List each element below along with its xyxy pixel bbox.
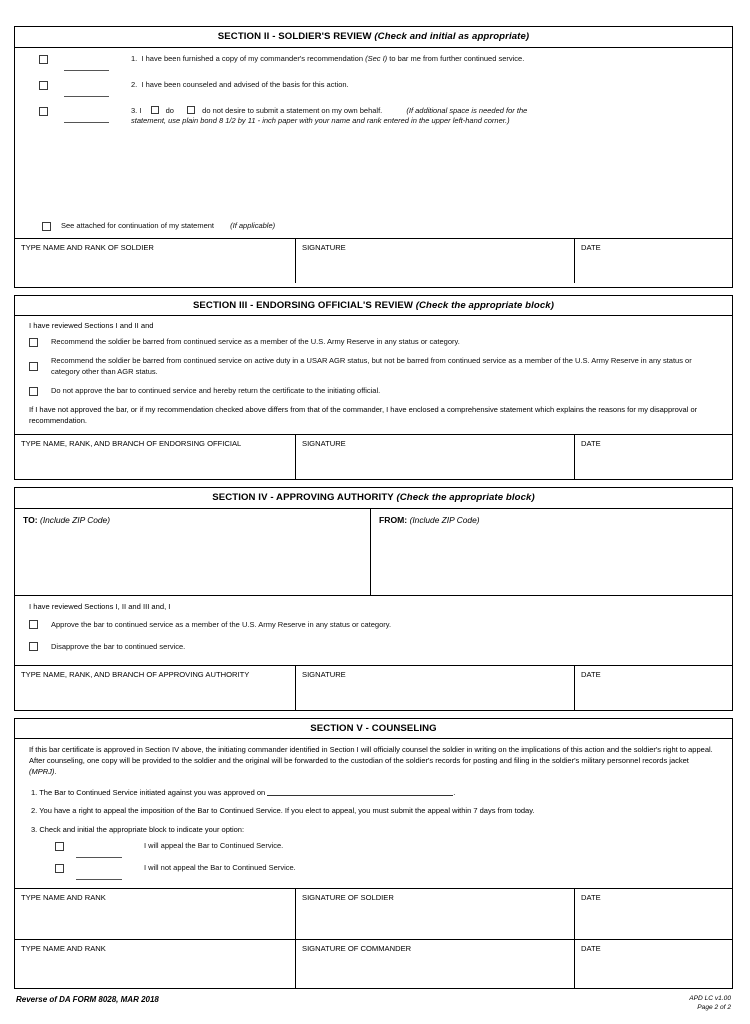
counseling-soldier-name-field[interactable]: TYPE NAME AND RANK bbox=[15, 889, 296, 939]
counseling-commander-signature-field[interactable]: SIGNATURE OF COMMANDER bbox=[296, 940, 575, 988]
soldier-review-item-3-text bbox=[131, 106, 527, 127]
see-attached-row[interactable] bbox=[42, 221, 732, 231]
section-5-paragraph bbox=[29, 745, 718, 778]
section-3-block bbox=[14, 295, 733, 481]
to-label: TO: bbox=[23, 514, 38, 525]
soldier-statement-area[interactable] bbox=[15, 135, 732, 221]
section-3-signature-strip bbox=[15, 434, 732, 479]
section-divider-4-5 bbox=[14, 711, 733, 718]
mprj-abbreviation: (MPRJ) bbox=[29, 766, 55, 776]
item-3-lead: I bbox=[139, 105, 142, 115]
section-2-body bbox=[15, 48, 732, 287]
form-page bbox=[14, 26, 733, 1013]
from-address-field[interactable] bbox=[371, 509, 732, 595]
endorsing-option-1[interactable] bbox=[29, 337, 732, 347]
checkbox-icon-approve[interactable] bbox=[29, 620, 38, 629]
section-2-title: SECTION II - SOLDIER'S REVIEW bbox=[217, 31, 372, 42]
section-2-header-note: (Check and initial as appropriate) bbox=[374, 31, 530, 42]
page-number: Page 2 of 2 bbox=[697, 1004, 731, 1012]
section-5-title: SECTION V - COUNSELING bbox=[310, 722, 437, 734]
item-2-number: 2. bbox=[131, 79, 138, 89]
endorsing-option-3[interactable] bbox=[29, 386, 732, 396]
checkbox-icon-will-appeal[interactable] bbox=[55, 842, 64, 851]
soldier-review-item-1-text bbox=[131, 54, 524, 64]
counseling-item-2: 2. You have a right to appeal the imposition of the Bar to Continued Service. If you elect to appeal, you must submit the appeal within 7 days from today. bbox=[31, 806, 535, 816]
section-5-block bbox=[14, 718, 733, 990]
section-5-soldier-signature-strip bbox=[15, 888, 732, 939]
section-4-body bbox=[15, 602, 732, 710]
checkbox-icon-item-3[interactable] bbox=[39, 107, 48, 116]
section-3-header-note: (Check the appropriate block) bbox=[415, 299, 555, 311]
section-5-paragraph-end: . bbox=[54, 766, 57, 776]
footer-meta bbox=[689, 995, 731, 1013]
counseling-item-1-end: . bbox=[453, 787, 456, 797]
checkbox-icon-endorse-2[interactable] bbox=[29, 362, 38, 371]
item-1-text: I have been furnished a copy of my commander's recommendation bbox=[141, 53, 366, 63]
checkbox-icon-endorse-1[interactable] bbox=[29, 338, 38, 347]
from-hint: (Include ZIP Code) bbox=[409, 514, 480, 525]
soldier-review-item-1[interactable] bbox=[15, 54, 732, 71]
endorsing-official-signature-field[interactable]: SIGNATURE bbox=[296, 435, 575, 479]
page-footer bbox=[14, 995, 733, 1013]
checkbox-icon-do-not[interactable] bbox=[187, 106, 195, 114]
section-3-lead: I have reviewed Sections I and II and bbox=[29, 321, 154, 331]
approving-option-2[interactable] bbox=[29, 642, 732, 652]
will-appeal-text: I will appeal the Bar to Continued Service. bbox=[144, 841, 284, 851]
section-4-lead: I have reviewed Sections I, II and III and, I bbox=[29, 601, 171, 611]
section-5-header bbox=[15, 719, 732, 740]
section-3-body bbox=[15, 321, 732, 479]
section-2-signature-strip bbox=[15, 238, 732, 283]
counseling-item-3: 3. Check and initial the appropriate block to indicate your option: bbox=[31, 824, 245, 834]
initial-line-will-not-appeal[interactable] bbox=[76, 870, 122, 880]
counseling-item-1-text: 1. The Bar to Continued Service initiated against you was approved on bbox=[31, 787, 268, 797]
approving-authority-name-field[interactable]: TYPE NAME, RANK, AND BRANCH OF APPROVING AUTHORITY bbox=[15, 666, 296, 710]
to-from-row bbox=[15, 509, 732, 596]
from-label: FROM: bbox=[379, 514, 408, 525]
checkbox-icon-see-attached[interactable] bbox=[42, 222, 51, 231]
section-divider-2-3 bbox=[14, 288, 733, 295]
soldier-name-field[interactable]: TYPE NAME AND RANK OF SOLDIER bbox=[15, 239, 296, 283]
item-1-italic: (Sec I) bbox=[365, 53, 388, 63]
section-3-note: If I have not approved the bar, or if my recommendation checked above differs from that of the commander, I have enclosed a comprehensive statement which explains the reasons for my disapproval or recommendation. bbox=[29, 405, 698, 425]
approving-option-2-text: Disapprove the bar to continued service. bbox=[51, 642, 186, 652]
counseling-commander-name-field[interactable]: TYPE NAME AND RANK bbox=[15, 940, 296, 988]
section-5-paragraph-text: If this bar certificate is approved in Section IV above, the initiating commander identified in Section I will officially counsel the soldier in writing on the implications of this action and the soldier's right to appeal. After counseling, one copy will be provided to the soldier and the original will be forwarded to the custodian of the soldier's records for posting and filing in the soldier's military personnel records jacket bbox=[29, 745, 713, 765]
section-4-header bbox=[15, 488, 732, 509]
checkbox-icon-endorse-3[interactable] bbox=[29, 387, 38, 396]
section-divider-3-4 bbox=[14, 480, 733, 487]
soldier-review-item-3[interactable] bbox=[15, 106, 732, 127]
see-attached-label: See attached for continuation of my statement bbox=[61, 221, 215, 231]
initial-line-item-2[interactable] bbox=[64, 87, 109, 97]
section-4-signature-strip bbox=[15, 665, 732, 710]
section-4-header-note: (Check the appropriate block) bbox=[396, 492, 535, 504]
endorsing-option-1-text: Recommend the soldier be barred from continued service as a member of the U.S. Army Reserve in any status or category. bbox=[51, 337, 460, 347]
form-identifier: Reverse of DA FORM 8028, MAR 2018 bbox=[16, 995, 159, 1005]
checkbox-icon-item-2[interactable] bbox=[39, 81, 48, 90]
item-1-text-2: to bar me from further continued service. bbox=[387, 53, 525, 63]
see-attached-note: (If applicable) bbox=[230, 221, 276, 231]
counseling-commander-date-field[interactable]: DATE bbox=[581, 944, 601, 954]
endorsing-official-date-field[interactable]: DATE bbox=[581, 439, 601, 449]
endorsing-option-2[interactable] bbox=[29, 356, 732, 377]
approving-option-1-text: Approve the bar to continued service as a member of the U.S. Army Reserve in any status or category. bbox=[51, 619, 392, 629]
counseling-item-1 bbox=[31, 787, 718, 799]
soldier-signature-field[interactable]: SIGNATURE bbox=[296, 239, 575, 283]
endorsing-official-name-field[interactable]: TYPE NAME, RANK, AND BRANCH OF ENDORSING OFFICIAL bbox=[15, 435, 296, 479]
soldier-review-item-2-text bbox=[131, 80, 349, 90]
section-5-commander-signature-strip bbox=[15, 939, 732, 988]
apd-version: APD LC v1.00 bbox=[689, 995, 731, 1003]
item-1-number: 1. bbox=[131, 53, 138, 63]
checkbox-icon-do[interactable] bbox=[151, 106, 159, 114]
section-4-title: SECTION IV - APPROVING AUTHORITY bbox=[212, 492, 394, 504]
approving-option-1[interactable] bbox=[29, 620, 732, 630]
item-2-text: I have been counseled and advised of the basis for this action. bbox=[141, 79, 349, 89]
section-2-header bbox=[15, 27, 732, 48]
item-3-note-line-1: (If additional space is needed for the bbox=[406, 105, 528, 115]
checkbox-icon-disapprove[interactable] bbox=[29, 642, 38, 651]
checkbox-icon-item-1[interactable] bbox=[39, 55, 48, 64]
do-not-label: do not desire to submit a statement on my own behalf. bbox=[202, 105, 383, 115]
approving-authority-date-field[interactable]: DATE bbox=[581, 669, 601, 679]
appeal-option-will-not[interactable] bbox=[55, 863, 732, 880]
counseling-soldier-date-field[interactable]: DATE bbox=[581, 893, 601, 903]
section-4-block bbox=[14, 487, 733, 710]
section-3-header bbox=[15, 296, 732, 317]
item-3-number: 3. bbox=[131, 105, 138, 115]
checkbox-icon-will-not-appeal[interactable] bbox=[55, 864, 64, 873]
initial-line-item-1[interactable] bbox=[64, 61, 109, 71]
endorsing-option-2-text: Recommend the soldier be barred from continued service on active duty in a USAR AGR status, but not be barred from continued service as a member of the U.S. Army Reserve in any status or category other than AGR status. bbox=[51, 356, 692, 376]
section-3-title: SECTION III - ENDORSING OFFICIAL'S REVIEW bbox=[192, 299, 414, 311]
to-address-field[interactable] bbox=[15, 509, 371, 595]
will-not-appeal-text: I will not appeal the Bar to Continued Service. bbox=[144, 863, 296, 873]
section-2-block bbox=[14, 26, 733, 288]
soldier-date-field[interactable]: DATE bbox=[581, 242, 601, 252]
do-label: do bbox=[165, 105, 174, 115]
approved-on-date-input[interactable] bbox=[267, 787, 456, 797]
appeal-option-will[interactable] bbox=[55, 841, 732, 858]
endorsing-option-3-text: Do not approve the bar to continued service and hereby return the certificate to the initiating official. bbox=[51, 386, 381, 396]
initial-line-will-appeal[interactable] bbox=[76, 848, 122, 858]
item-3-note-line-2: statement, use plain bond 8 1/2 by 11 - inch paper with your name and rank entered in the upper left-hand corner.) bbox=[131, 115, 510, 125]
see-attached-text bbox=[61, 221, 275, 231]
approving-authority-signature-field[interactable]: SIGNATURE bbox=[296, 666, 575, 710]
section-5-body bbox=[15, 745, 732, 988]
to-hint: (Include ZIP Code) bbox=[40, 514, 111, 525]
initial-line-item-3[interactable] bbox=[64, 113, 109, 123]
counseling-soldier-signature-field[interactable]: SIGNATURE OF SOLDIER bbox=[296, 889, 575, 939]
soldier-review-item-2[interactable] bbox=[15, 80, 732, 97]
